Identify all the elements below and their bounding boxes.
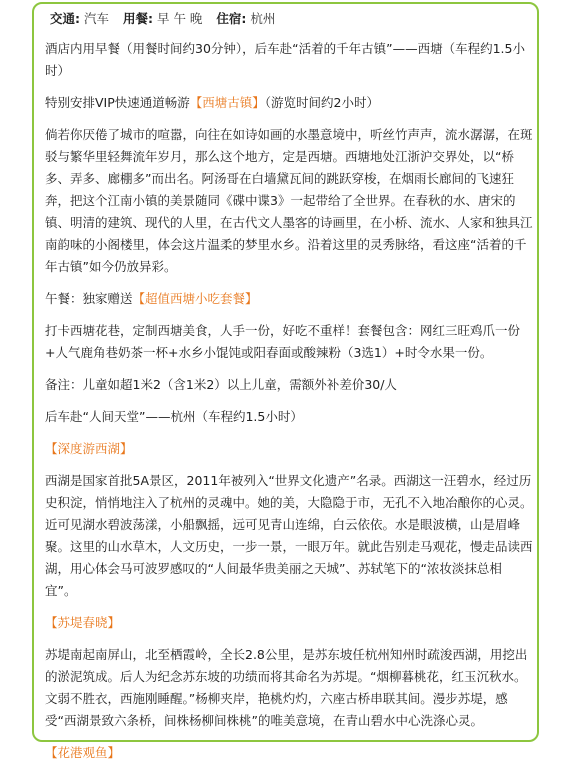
info-bar [50, 8, 530, 30]
snack-package: 打卡西塘花巷，定制西塘美食，人手一份，好吃不重样！套餐包含：网红三旺鸡爪一份+人气鹿角巷奶茶一杯+水乡小馄饨或阳春面或酸辣粉（3选1）+时令水果一份。 [45, 323, 521, 360]
breakfast-paragraph: 酒店内用早餐（用餐时间约30分钟），后车赴“活着的千年古镇”——西塘（车程约1.5小时） [45, 41, 525, 78]
transport-value: 汽车 [83, 11, 109, 26]
stay-value: 杭州 [250, 11, 276, 26]
xitang-intro-suffix: （游览时间约2小时） [264, 95, 380, 110]
meal-label: 用餐: [122, 11, 153, 26]
sudi-description: 苏堤南起南屏山，北至栖霞岭，全长2.8公里，是苏东坡任杭州知州时疏浚西湖，用挖出的淤泥筑成。后人为纪念苏东坡的功绩而将其命名为苏堤。“烟柳暮桃花，红玉沉秋水。文弱不胜衣，西施刚睡醒。”杨柳夹岸，艳桃灼灼，六座古桥串联其间。漫步苏堤，感受“西湖景致六条桥，间株杨柳间株桃”的唯美意境，在青山碧水中心洗涤心灵。 [45, 647, 528, 728]
child-note: 备注：儿童如超1米2（含1米2）以上儿童，需额外补差价30/人 [45, 377, 397, 392]
xitang-highlight: 【西塘古镇】 [189, 95, 265, 110]
lunch-line [45, 288, 533, 310]
stay-label: 住宿: [216, 11, 247, 26]
xitang-intro [45, 92, 533, 114]
lunch-prefix: 午餐：独家赠送 [45, 291, 133, 306]
itinerary-content [45, 38, 533, 774]
to-hangzhou: 后车赴“人间天堂”——杭州（车程约1.5小时） [45, 409, 303, 424]
section-tag-sudi: 【苏堤春晓】 [45, 615, 121, 630]
xitang-description: 倘若你厌倦了城市的喧嚣，向往在如诗如画的水墨意境中，听丝竹声声，流水潺潺，在斑驳与繁华里轻舞流年岁月，那么这个地方，定是西塘。西塘地处江浙沪交界处，以“桥多、弄多、廊棚多”而出名。阿汤哥在白墙黛瓦间的跳跃穿梭，在烟雨长廊间的飞速狂奔，把这个江南小镇的美景随同《碟中谍3》一起带给了全世界。在春秋的水、唐宋的镇、明清的建筑、现代的人里，在古代文人墨客的诗画里，在小桥、流水、人家和独具江南韵味的小阁楼里，体会这片温柔的梦里水乡。沿着这里的灵秀脉络，看这座“活着的千年古镇”如今仍放异彩。 [45, 127, 533, 274]
lunch-highlight: 【超值西塘小吃套餐】 [132, 291, 258, 306]
meal-value: 早 午 晚 [156, 11, 203, 26]
westlake-description: 西湖是国家首批5A景区，2011年被列入“世界文化遗产”名录。西湖这一汪碧水，经过历史积淀，悄悄地注入了杭州的灵魂中。她的美，大隐隐于市，无孔不入地冶酿你的心灵。近可见湖水碧波荡漾，小船飘摇，远可见青山连绵，白云依依。水是眼波横，山是眉峰聚。这里的山水草木，人文历史，一步一景，一眼万年。就此告别走马观花，慢走品读西湖，用心体会马可波罗感叹的“人间最华贵美丽之天城”、苏轼笔下的“浓妆淡抹总相宜”。 [45, 473, 533, 598]
section-tag-huagang: 【花港观鱼】 [45, 745, 121, 760]
transport-label: 交通: [50, 11, 80, 26]
xitang-intro-prefix: 特别安排VIP快速通道畅游 [45, 95, 190, 110]
section-tag-westlake: 【深度游西湖】 [45, 441, 133, 456]
